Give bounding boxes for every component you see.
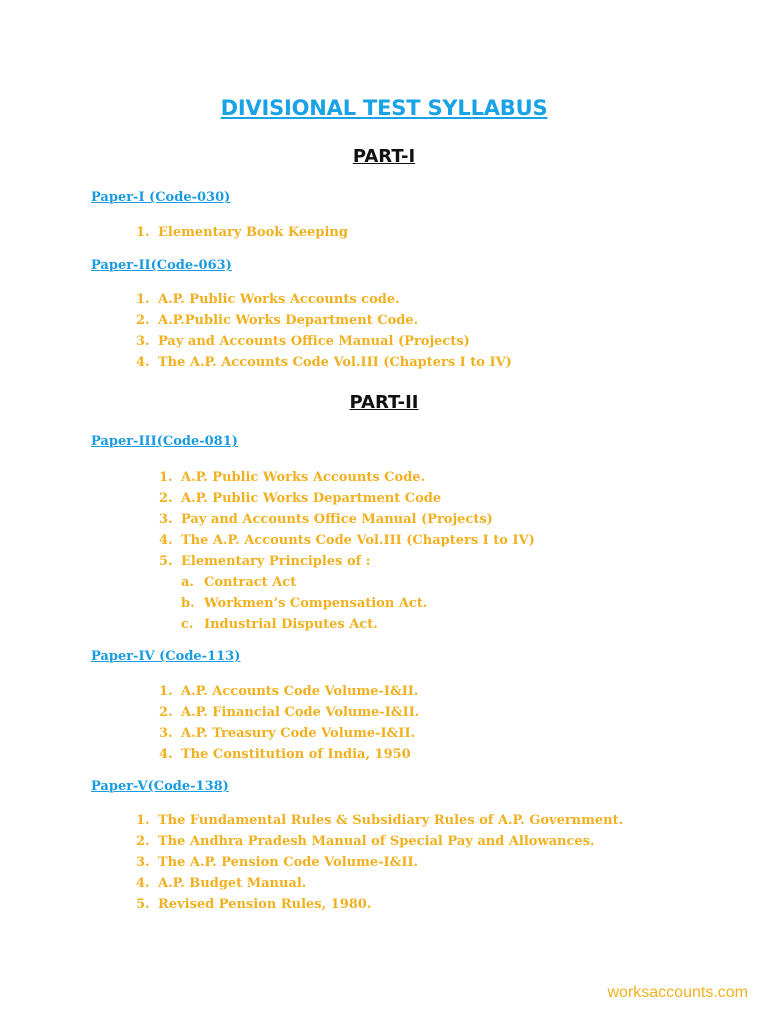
list-item: 1. A.P. Accounts Code Volume-I&II.	[159, 684, 419, 699]
list-item: 4. A.P. Budget Manual.	[136, 876, 307, 891]
sub-list-item: c. Industrial Disputes Act.	[181, 617, 378, 632]
list-item: 3. A.P. Treasury Code Volume-I&II.	[159, 726, 416, 741]
list-item: 1. A.P. Public Works Accounts Code.	[159, 470, 426, 485]
paper-4-list	[159, 681, 419, 765]
paper-2-list	[136, 289, 512, 373]
list-item: 5. Elementary Principles of :	[159, 554, 371, 569]
list-item: 2. A.P. Financial Code Volume-I&II.	[159, 705, 420, 720]
paper-2-link[interactable]: Paper-II(Code-063)	[91, 258, 232, 273]
list-item: 4. The A.P. Accounts Code Vol.III (Chapters I to IV)	[159, 533, 535, 548]
paper-3-list	[159, 467, 535, 635]
list-item: 1. The Fundamental Rules & Subsidiary Rules of A.P. Government.	[136, 813, 624, 828]
list-item: 2. A.P. Public Works Department Code	[159, 491, 442, 506]
list-item: 3. Pay and Accounts Office Manual (Projects)	[136, 334, 470, 349]
paper-1-link[interactable]: Paper-I (Code-030)	[91, 190, 231, 205]
document-title: DIVISIONAL TEST SYLLABUS	[220, 96, 548, 120]
site-watermark: worksaccounts.com	[607, 984, 748, 1001]
list-item: 4. The A.P. Accounts Code Vol.III (Chapters I to IV)	[136, 355, 512, 370]
list-item: 1. A.P. Public Works Accounts code.	[136, 292, 400, 307]
paper-1-list	[136, 222, 348, 243]
part-2-heading: PART-II	[349, 392, 419, 413]
list-item: 3. Pay and Accounts Office Manual (Projects)	[159, 512, 493, 527]
sub-list-item: a. Contract Act	[181, 575, 297, 590]
paper-5-link[interactable]: Paper-V(Code-138)	[91, 779, 229, 794]
list-item: 3. The A.P. Pension Code Volume-I&II.	[136, 855, 419, 870]
paper-5-list	[136, 810, 623, 915]
paper-4-link[interactable]: Paper-IV (Code-113)	[91, 649, 241, 664]
paper-3-link[interactable]: Paper-III(Code-081)	[91, 434, 238, 449]
list-item: 4. The Constitution of India, 1950	[159, 747, 411, 762]
sub-list-item: b. Workmen’s Compensation Act.	[181, 596, 428, 611]
part-1-heading: PART-I	[352, 146, 416, 167]
list-item: 2. The Andhra Pradesh Manual of Special Pay and Allowances.	[136, 834, 595, 849]
list-item: 1. Elementary Book Keeping	[136, 225, 348, 240]
list-item: 2. A.P.Public Works Department Code.	[136, 313, 419, 328]
list-item: 5. Revised Pension Rules, 1980.	[136, 897, 372, 912]
